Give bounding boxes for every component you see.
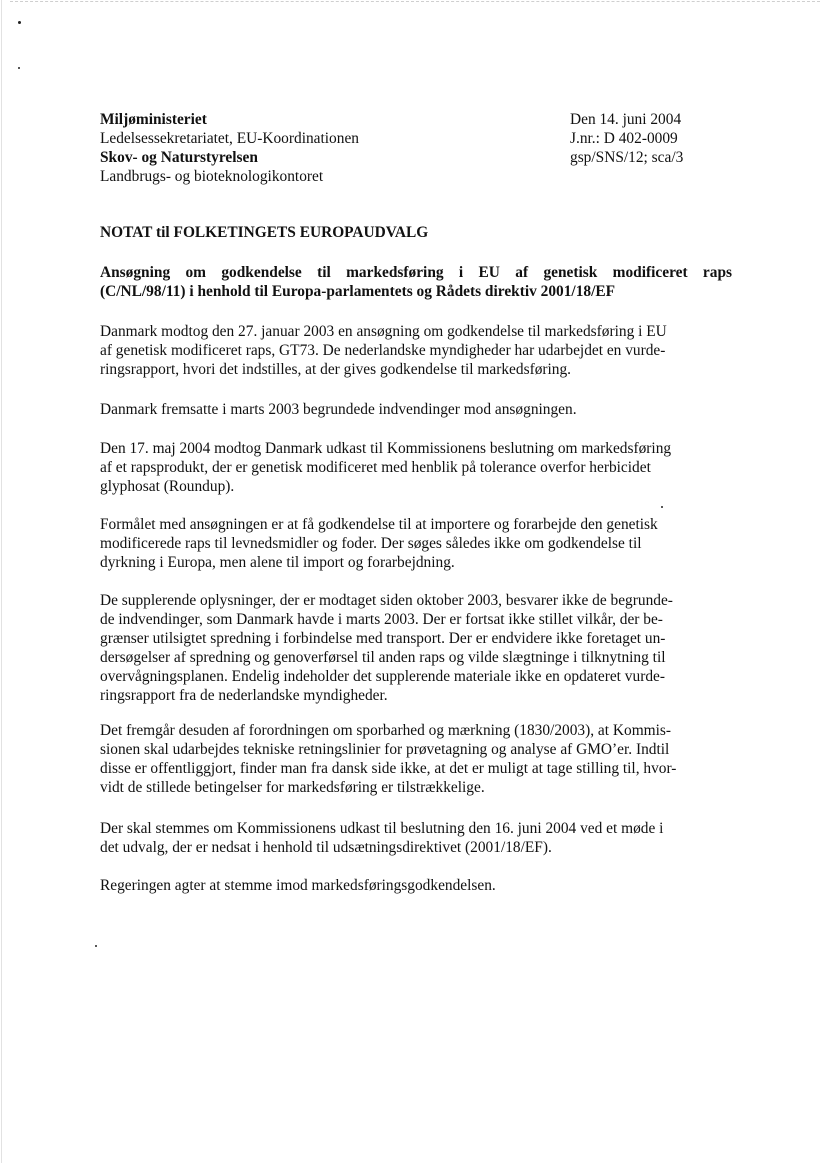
scan-speck <box>95 945 97 947</box>
paragraph-line: vidt de stillede betingelser for markedsføring er tilstrækkelige. <box>100 779 485 796</box>
paragraph <box>100 591 732 705</box>
paragraph-line: Det fremgår desuden af forordningen om sporbarhed og mærkning (1830/2003), at Kommis- <box>100 722 672 739</box>
agency-name: Skov- og Naturstyrelsen <box>100 149 258 166</box>
scan-speck <box>18 21 21 24</box>
paragraph-line: Regeringen agter at stemme imod markedsføringsgodkendelsen. <box>100 877 496 894</box>
paragraph-line: ringsrapport, hvori det indstilles, at der gives godkendelse til markedsføring. <box>100 361 572 378</box>
subject-line: (C/NL/98/11) i henhold til Europa-parlamentets og Rådets direktiv 2001/18/EF <box>100 283 616 300</box>
paragraph <box>100 721 732 797</box>
department-name: Ledelsessekretariatet, EU-Koordinationen <box>100 130 359 147</box>
paragraph-line: Der skal stemmes om Kommissionens udkast til beslutning den 16. juni 2004 ved et møde i <box>100 820 664 837</box>
paragraph-line: Den 17. maj 2004 modtog Danmark udkast til Kommissionens beslutning om markedsføring <box>100 440 672 457</box>
reference-block <box>570 110 683 167</box>
paragraph-line: Danmark fremsatte i marts 2003 begrundede indvendinger mod ansøgningen. <box>100 401 577 418</box>
paragraph-line: dersøgelser af spredning og genoverførsel til anden raps og vilde slægtninge i tilknytning til <box>100 649 666 666</box>
reference-code: gsp/SNS/12; sca/3 <box>570 149 684 166</box>
paragraph-line: grænser utilsigtet spredning i forbindelse med transport. Der er endvidere ikke foretaget un- <box>100 630 666 647</box>
scan-edge-left <box>1 0 2 1163</box>
journal-number: J.nr.: D 402-0009 <box>570 130 678 147</box>
scan-edge-top <box>10 1 820 2</box>
document-date: Den 14. juni 2004 <box>570 111 682 128</box>
paragraph-line: dyrkning i Europa, men alene til import og forarbejdning. <box>100 554 455 571</box>
paragraph-line: Formålet med ansøgningen er at få godkendelse til at importere og forarbejde den genetisk <box>100 516 658 533</box>
paragraph <box>100 439 732 496</box>
paragraph-line: glyphosat (Roundup). <box>100 478 235 495</box>
paragraph-line: modificerede raps til levnedsmidler og foder. Der søges således ikke om godkendelse til <box>100 535 642 552</box>
scan-speck <box>661 506 663 508</box>
paragraph <box>100 819 732 857</box>
paragraph-line: sionen skal udarbejdes tekniske retningslinier for prøvetagning og analyse af GMO’er. Indtil <box>100 741 670 758</box>
paragraph <box>100 876 732 895</box>
paragraph-line: De supplerende oplysninger, der er modtaget siden oktober 2003, besvarer ikke de begrunde- <box>100 592 673 609</box>
paragraph-line: overvågningsplanen. Endelig indeholder det supplerende materiale ikke en opdateret vurde- <box>100 668 665 685</box>
document-title: NOTAT til FOLKETINGETS EUROPAUDVALG <box>100 224 429 241</box>
paragraph-line: af genetisk modificeret raps, GT73. De nederlandske myndigheder har udarbejdet en vurde- <box>100 342 666 359</box>
paragraph-line: disse er offentliggjort, finder man fra dansk side ikke, at det er muligt at tage stilling til, hvor- <box>100 760 677 777</box>
paragraph <box>100 400 732 419</box>
paragraph-line: de indvendinger, som Danmark havde i marts 2003. Der er fortsat ikke stillet vilkår, der be- <box>100 611 663 628</box>
paragraph-line: ringsrapport fra de nederlandske myndigheder. <box>100 687 388 704</box>
scan-speck <box>18 67 20 69</box>
paragraph-line: Danmark modtog den 27. januar 2003 en ansøgning om godkendelse til markedsføring i EU <box>100 323 667 340</box>
paragraph <box>100 322 732 379</box>
subject-line: Ansøgning om godkendelse til markedsføring i EU af genetisk modificeret raps <box>100 264 732 281</box>
paragraph <box>100 515 732 572</box>
paragraph-line: af et rapsprodukt, der er genetisk modificeret med henblik på tolerance overfor herbicidet <box>100 459 651 476</box>
paragraph-line: det udvalg, der er nedsat i henhold til udsætningsdirektivet (2001/18/EF). <box>100 839 552 856</box>
sender-block <box>100 110 359 186</box>
subject-heading <box>100 263 732 301</box>
ministry-name: Miljøministeriet <box>100 111 207 128</box>
office-name: Landbrugs- og bioteknologikontoret <box>100 168 324 185</box>
